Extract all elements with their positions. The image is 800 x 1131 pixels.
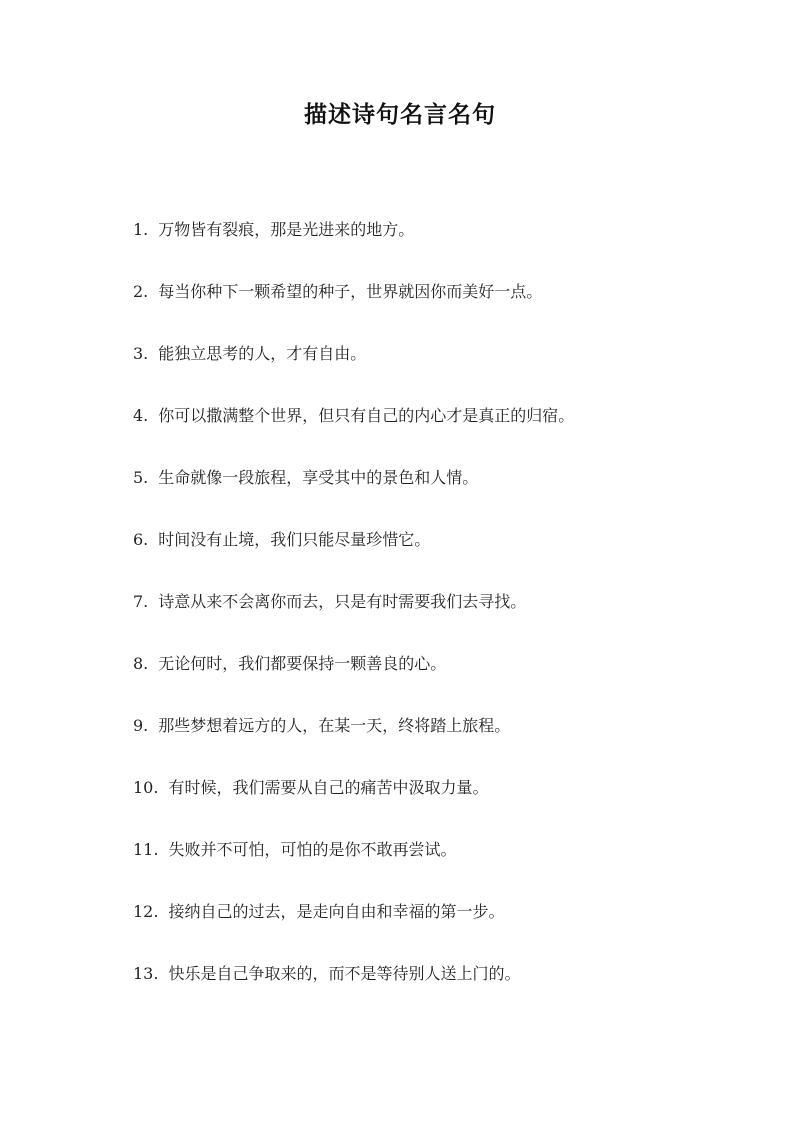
quote-item [133, 710, 753, 772]
quote-text: 万物皆有裂痕，那是光进来的地方。 [158, 220, 415, 239]
quote-text: 有时候，我们需要从自己的痛苦中汲取力量。 [168, 778, 489, 797]
quote-item [133, 648, 753, 710]
quote-number: 9. [133, 716, 149, 735]
quote-number: 12. [133, 902, 159, 921]
quote-text: 那些梦想着远方的人，在某一天，终将踏上旅程。 [158, 716, 511, 735]
quote-item [133, 462, 753, 524]
quote-number: 13. [133, 964, 159, 983]
quote-number: 2. [133, 282, 149, 301]
quote-number: 5. [133, 468, 149, 487]
quote-number: 11. [133, 840, 159, 859]
quote-text: 无论何时，我们都要保持一颗善良的心。 [158, 654, 447, 673]
quote-item [133, 214, 753, 276]
quote-text: 失败并不可怕，可怕的是你不敢再尝试。 [168, 840, 457, 859]
quote-text: 能独立思考的人，才有自由。 [158, 344, 367, 363]
document-title: 描述诗句名言名句 [304, 101, 496, 128]
quote-item [133, 586, 753, 648]
quote-text: 每当你种下一颗希望的种子，世界就因你而美好一点。 [158, 282, 543, 301]
quote-text: 时间没有止境，我们只能尽量珍惜它。 [158, 530, 431, 549]
quote-item [133, 524, 753, 586]
quote-item [133, 958, 753, 1020]
quote-item [133, 400, 753, 462]
quote-text: 生命就像一段旅程，享受其中的景色和人情。 [158, 468, 479, 487]
quote-number: 8. [133, 654, 149, 673]
quote-item [133, 338, 753, 400]
quote-item [133, 834, 753, 896]
quote-list [133, 214, 753, 1020]
quote-number: 3. [133, 344, 149, 363]
quote-number: 7. [133, 592, 149, 611]
quote-item [133, 896, 753, 958]
quote-item [133, 276, 753, 338]
quote-text: 接纳自己的过去，是走向自由和幸福的第一步。 [168, 902, 505, 921]
quote-number: 4. [133, 406, 149, 425]
quote-item [133, 772, 753, 834]
quote-text: 诗意从来不会离你而去，只是有时需要我们去寻找。 [158, 592, 527, 611]
quote-number: 1. [133, 220, 149, 239]
quote-number: 6. [133, 530, 149, 549]
quote-text: 快乐是自己争取来的，而不是等待别人送上门的。 [168, 964, 521, 983]
quote-text: 你可以撒满整个世界，但只有自己的内心才是真正的归宿。 [158, 406, 575, 425]
quote-number: 10. [133, 778, 159, 797]
